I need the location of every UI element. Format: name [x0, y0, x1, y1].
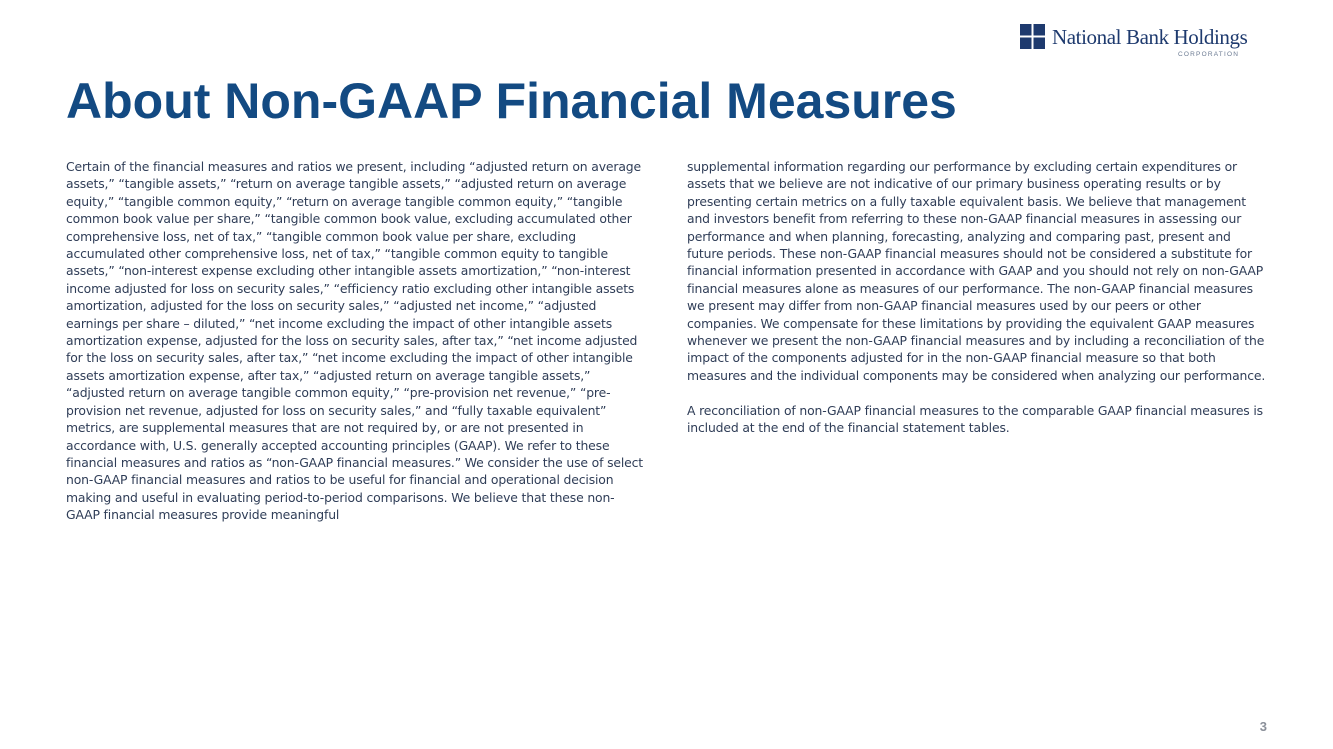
page-number: 3 — [1259, 719, 1267, 734]
left-text-column — [66, 158, 648, 524]
company-logo — [1020, 22, 1270, 62]
right-paragraph-2: A reconciliation of non-GAAP financial measures to the comparable GAAP financial measures is included at the end of the financial statement tables. — [687, 402, 1263, 436]
four-square-grid-icon — [1020, 24, 1045, 49]
logo-name: National Bank Holdings — [1052, 25, 1248, 49]
logo-subtitle: CORPORATION — [1178, 51, 1240, 58]
left-paragraph: Certain of the financial measures and ratios we present, including “adjusted return on average assets,” “tangible assets,” “return on average tangible assets,” “adjusted return on average equity,” “tangible common equity,” “return on average tangible common equity,” “tangible common book value per share,” “tangible common book value, excluding accumulated other comprehensive loss, net of tax,” “tangible common book value per share, excluding accumulated other comprehensive loss, net of tax,” “tangible common equity to tangible assets,” “non-interest expense excluding other intangible assets amortization,” “non-interest income adjusted for loss on security sales,” “efficiency ratio excluding other intangible assets amortization, adjusted for the loss on security sales,” “adjusted net income,” “adjusted earnings per share – diluted,” “net income excluding the impact of other intangible assets amortization expense, adjusted for the loss on security sales, after tax,” “net income adjusted for the loss on security sales, after tax,” “net income excluding the impact of other intangible assets amortization expense, after tax,” “adjusted return on average tangible assets,” “adjusted return on average tangible common equity,” “pre-provision net revenue,” “pre-provision net revenue, adjusted for loss on security sales,” and “fully taxable equivalent” metrics, are supplemental measures that are not required by, or are not presented in accordance with, U.S. generally accepted accounting principles (GAAP). We refer to these financial measures and ratios as “non-GAAP financial measures.” We consider the use of select non-GAAP financial measures and ratios to be useful for financial and operational decision making and useful in evaluating period-to-period comparisons. We believe that these non-GAAP financial measures provide meaningful — [66, 159, 643, 523]
right-paragraph-1: supplemental information regarding our performance by excluding certain expenditures or assets that we believe are not indicative of our primary business operating results or by presenting certain metrics on a fully taxable equivalent basis. We believe that management and investors benefit from referring to these non-GAAP financial measures in assessing our performance and when planning, forecasting, analyzing and comparing past, present and future periods. These non-GAAP financial measures should not be considered a substitute for financial information presented in accordance with GAAP and you should not rely on non-GAAP financial measures alone as measures of our performance. The non-GAAP financial measures we present may differ from non-GAAP financial measures used by our peers or other companies. We compensate for these limitations by providing the equivalent GAAP measures whenever we present the non-GAAP financial measures and by including a reconciliation of the impact of the components adjusted for in the non-GAAP financial measure so that both measures and the individual components may be considered when analyzing our performance. — [687, 159, 1266, 383]
page-title: About Non-GAAP Financial Measures — [66, 73, 957, 129]
right-text-column — [687, 158, 1271, 436]
